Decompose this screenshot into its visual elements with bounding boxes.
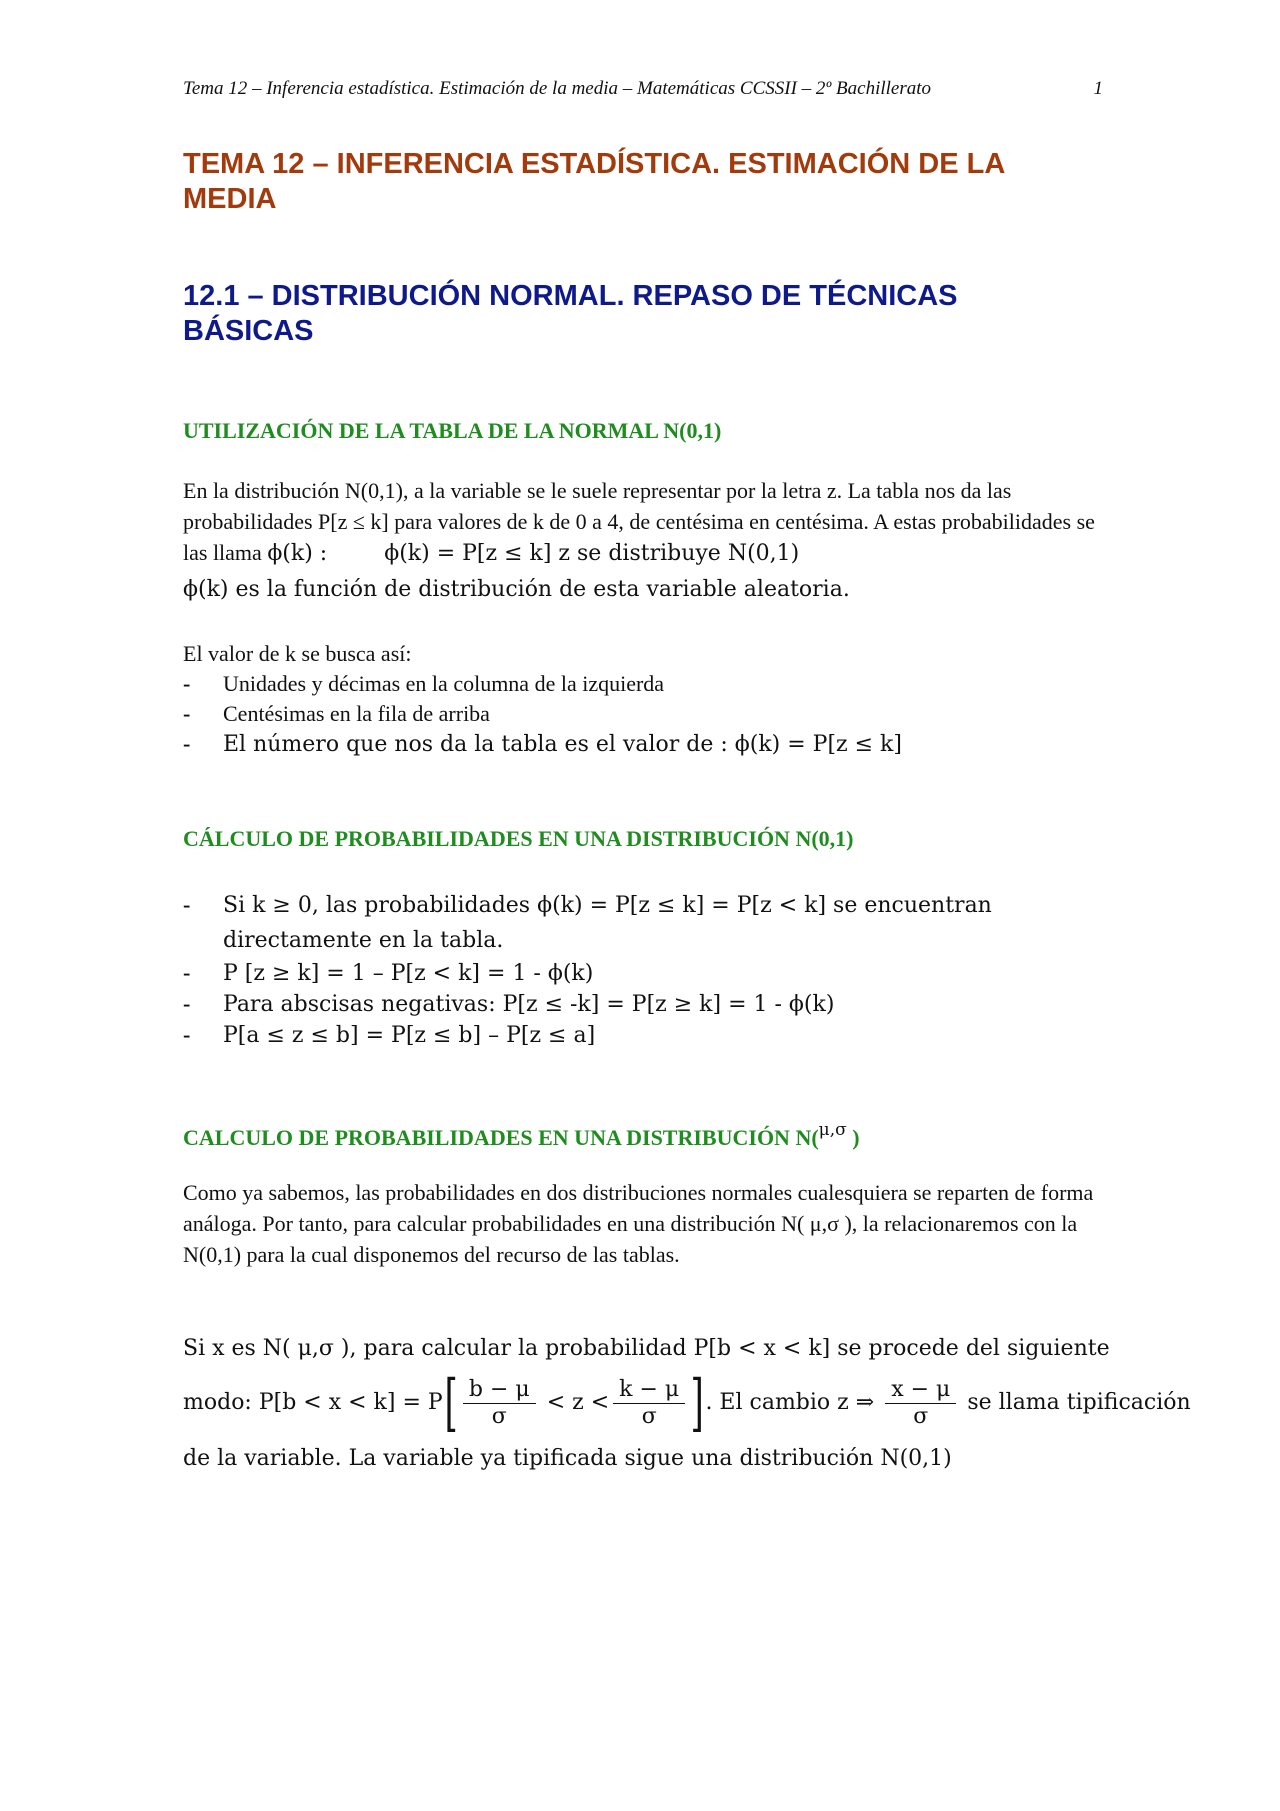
- paragraph-phi-function: ϕ(k) es la función de distribución de esta variable aleatoria.: [183, 577, 850, 602]
- mu-sigma-params: μ,σ: [818, 1120, 847, 1140]
- phi-k-label: ϕ(k) :: [267, 541, 328, 566]
- paragraph-analogia: Como ya sabemos, las probabilidades en dos distribuciones normales cualesquiera se reparten de forma análoga. Por tanto, para calcular probabilidades en una distribución N( μ,σ ), la relacionaremos con la N(0,1) para la cual disponemos del recurso de las tablas.: [183, 1180, 1094, 1267]
- lookup-list: [183, 669, 1113, 760]
- paragraph-variable-tipificada: de la variable. La variable ya tipificada sigue una distribución N(0,1): [183, 1446, 952, 1471]
- running-header: [183, 78, 1103, 104]
- heading-calculo-n01: CÁLCULO DE PROBABILIDADES EN UNA DISTRIBUCIÓN N(0,1): [183, 826, 854, 851]
- list-item: - Centésimas en la fila de arriba: [183, 701, 490, 726]
- page-number: 1: [1093, 78, 1103, 99]
- section-title: 12.1 – DISTRIBUCIÓN NORMAL. REPASO DE TÉCNICAS BÁSICAS: [183, 280, 958, 347]
- lookup-intro: El valor de k se busca así:: [183, 641, 412, 666]
- right-bracket: ]: [690, 1366, 704, 1439]
- left-bracket: [: [444, 1366, 458, 1439]
- tipificacion-formula: modo: P[b < x < k] = P[ $\frac{b - \mu}{\sigma}$ < z < $\frac{k - \mu}{\sigma}$ ]. El cambio z ⇒ $\frac{x - \mu}{\sigma}$ se llama tipificación: [183, 1366, 1191, 1439]
- list-item: - El número que nos da la tabla es el valor de : ϕ(k) = P[z ≤ k]: [183, 731, 902, 757]
- paragraph-procedimiento: Si x es N( μ,σ ), para calcular la probabilidad P[b < x < k] se procede del siguiente: [183, 1336, 1110, 1361]
- fraction-k-mu-sigma: $\frac{k - \mu}{\sigma}$: [613, 1377, 685, 1430]
- running-header-title: Tema 12 – Inferencia estadística. Estimación de la media – Matemáticas CCSSII – 2º Bachillerato: [183, 78, 932, 99]
- list-item: - Para abscisas negativas: P[z ≤ -k] = P[z ≥ k] = 1 - ϕ(k): [183, 991, 835, 1017]
- list-item: - P[a ≤ z ≤ b] = P[z ≤ b] – P[z ≤ a]: [183, 1022, 596, 1048]
- phi-definition: ϕ(k) = P[z ≤ k] z se distribuye N(0,1): [384, 541, 800, 566]
- fraction-b-mu-sigma: $\frac{b - \mu}{\sigma}$: [463, 1377, 536, 1430]
- paragraph-tabla-text: En la distribución N(0,1), a la variable se le suele representar por la letra z. La tabla nos da las probabilidades P[z ≤ k] para valores de k de 0 a 4, de centésima en centésima. A estas probabilidades se las llama: [183, 478, 1095, 565]
- paragraph-tabla-intro: [183, 475, 1113, 569]
- chapter-title: TEMA 12 – INFERENCIA ESTADÍSTICA. ESTIMACIÓN DE LA MEDIA: [183, 148, 1005, 215]
- list-item: - Si k ≥ 0, las probabilidades ϕ(k) = P[z ≤ k] = P[z < k] se encuentran directamente en la tabla.: [183, 892, 992, 953]
- list-item: - Unidades y décimas en la columna de la izquierda: [183, 671, 665, 696]
- list-item: - P [z ≥ k] = 1 – P[z < k] = 1 - ϕ(k): [183, 960, 594, 986]
- fraction-x-mu-sigma: $\frac{x - \mu}{\sigma}$: [885, 1377, 956, 1430]
- heading-calculo-nmusigma: CALCULO DE PROBABILIDADES EN UNA DISTRIBUCIÓN N($^{\mu,\sigma}$ ): [183, 1120, 860, 1150]
- probability-rules-list: [183, 888, 1113, 1051]
- heading-tabla-normal: UTILIZACIÓN DE LA TABLA DE LA NORMAL N(0,1): [183, 418, 722, 443]
